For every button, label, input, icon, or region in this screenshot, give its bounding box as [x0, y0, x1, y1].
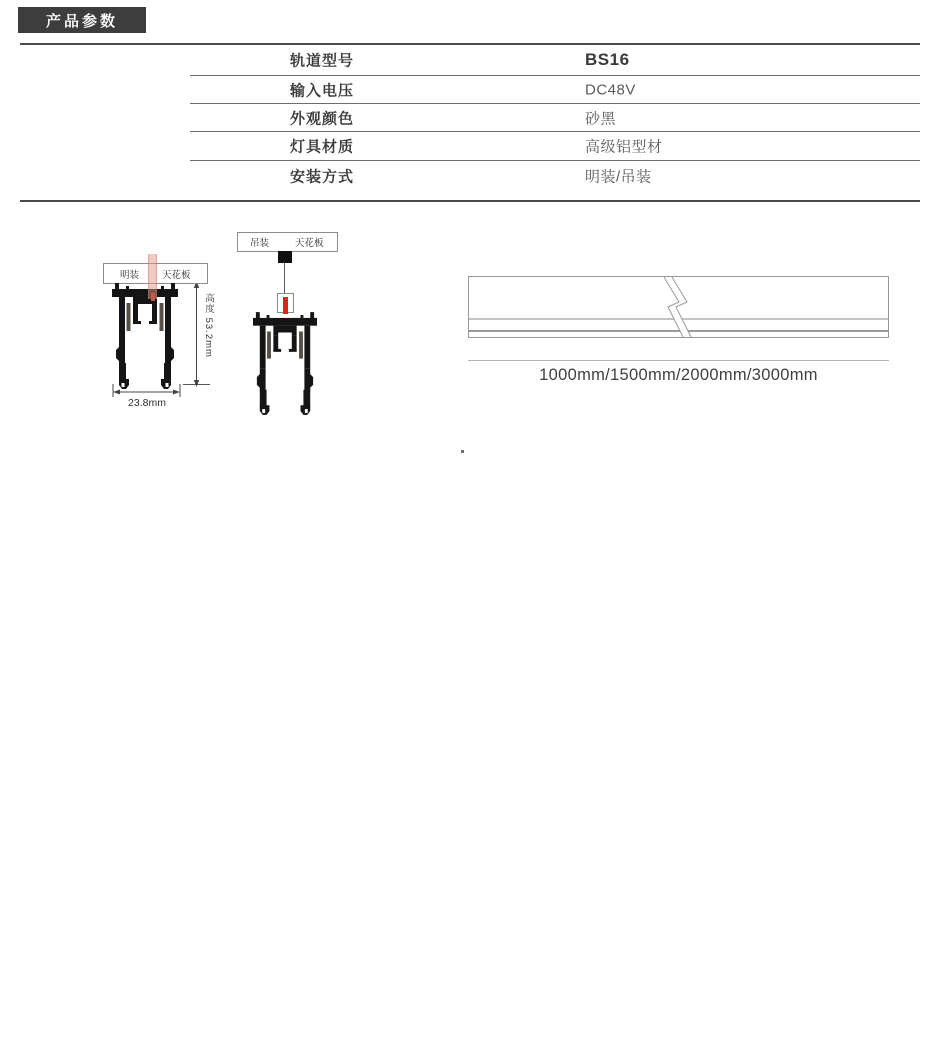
- section-title-badge: [18, 7, 146, 33]
- stray-dot-mark: [461, 450, 464, 453]
- suspension-connector-pin: [283, 297, 288, 314]
- table-bottom-border: [20, 200, 920, 202]
- spec-value-input-voltage: DC48V: [585, 81, 636, 98]
- suspension-anchor-graphic: [278, 251, 292, 263]
- track-length-options-label: 1000mm/1500mm/2000mm/3000mm: [539, 366, 818, 384]
- mounting-screw-tip: [151, 293, 155, 301]
- table-row: [0, 76, 930, 103]
- ceiling-label: 天花板: [162, 269, 191, 281]
- height-dimension-line: [191, 281, 203, 387]
- section-title: 产品参数: [45, 12, 118, 30]
- height-dimension-label: 高度 53.2mm: [203, 293, 214, 358]
- surface-mount-label: 明装: [120, 269, 140, 281]
- table-row: [0, 161, 930, 191]
- spec-value-material: 高级铝型材: [585, 138, 663, 156]
- table-row: [0, 44, 930, 75]
- table-row: [0, 104, 930, 131]
- spec-label-installation: 安装方式: [290, 168, 355, 186]
- suspended-mount-ceiling-label-box: [237, 232, 338, 252]
- suspension-wire-graphic: [284, 263, 285, 295]
- ceiling-label: 天花板: [295, 238, 324, 249]
- spec-label-input-voltage: 输入电压: [290, 82, 355, 99]
- spec-value-installation: 明装/吊装: [585, 168, 652, 186]
- table-row: [0, 132, 930, 160]
- track-cross-section-diagram-suspended: [253, 312, 317, 415]
- spec-label-material: 灯具材质: [290, 138, 355, 156]
- track-cross-section-diagram: [112, 283, 178, 389]
- spec-value-appearance-color: 砂黑: [585, 110, 617, 127]
- suspended-mount-label: 吊装: [250, 238, 270, 249]
- spec-label-appearance-color: 外观颜色: [290, 110, 355, 127]
- spec-value-track-model: BS16: [585, 49, 630, 69]
- width-dimension-label: 23.8mm: [128, 397, 166, 409]
- track-length-baseline: [468, 360, 889, 361]
- track-profile-drawing: [468, 276, 889, 338]
- spec-label-track-model: 轨道型号: [290, 52, 355, 69]
